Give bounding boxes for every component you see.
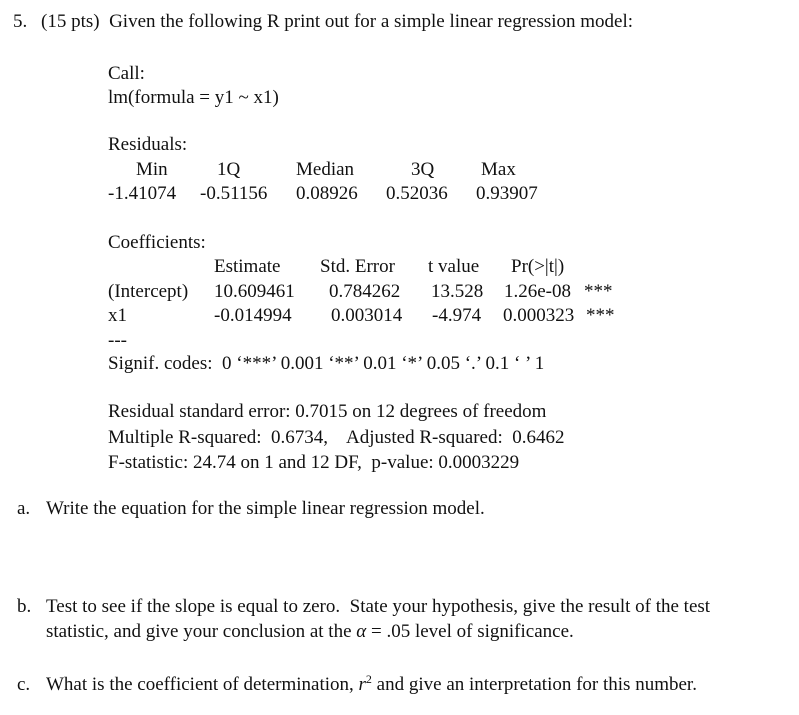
signif-codes: Signif. codes: 0 ‘***’ 0.001 ‘**’ 0.01 ‘*’ 0.05 ‘.’ 0.1 ‘ ’ 1 xyxy=(108,353,545,374)
part-a-text: Write the equation for the simple linear regression model. xyxy=(46,498,485,519)
part-c-post: and give an interpretation for this number. xyxy=(371,674,697,695)
coef-header-t-value: t value xyxy=(428,256,480,277)
question-number: 5. xyxy=(13,11,28,32)
part-b-line2-post: = .05 level of significance. xyxy=(366,621,574,642)
residual-value-median: 0.08926 xyxy=(296,183,358,204)
part-b-label: b. xyxy=(17,596,32,617)
residual-value-3q: 0.52036 xyxy=(386,183,448,204)
coef-header-std-error: Std. Error xyxy=(320,256,395,277)
r-superscript: 2 xyxy=(365,672,372,686)
coef-row-std-error: 0.784262 xyxy=(329,281,401,302)
residual-header-3q: 3Q xyxy=(411,159,435,180)
residuals-label: Residuals: xyxy=(108,134,188,155)
part-c-pre: What is the coefficient of determination, xyxy=(46,674,359,695)
separator-line: --- xyxy=(108,330,127,351)
coef-row-std-error: 0.003014 xyxy=(331,305,403,326)
coef-header-p-value: Pr(>|t|) xyxy=(511,256,565,277)
r-squared-line: Multiple R-squared: 0.6734, Adjusted R-squared: 0.6462 xyxy=(108,427,565,448)
coef-header-estimate: Estimate xyxy=(214,256,281,277)
coef-row-estimate: -0.014994 xyxy=(214,305,292,326)
coef-row-t-value: -4.974 xyxy=(432,305,482,326)
part-b-line2 xyxy=(46,622,574,641)
coef-row-p-value: 1.26e-08 xyxy=(504,281,572,302)
residual-value-min: -1.41074 xyxy=(108,183,177,204)
coef-row-stars: *** xyxy=(584,281,613,302)
residual-standard-error: Residual standard error: 0.7015 on 12 degrees of freedom xyxy=(108,401,547,422)
residual-value-1q: -0.51156 xyxy=(200,183,268,204)
residual-header-min: Min xyxy=(136,159,168,180)
residual-value-max: 0.93907 xyxy=(476,183,538,204)
coef-row-name: (Intercept) xyxy=(108,281,189,302)
residual-header-max: Max xyxy=(481,159,516,180)
call-label: Call: xyxy=(108,63,145,84)
question-text: (15 pts) Given the following R print out for a simple linear regression model: xyxy=(41,11,634,32)
coef-row-p-value: 0.000323 xyxy=(503,305,575,326)
residual-header-median: Median xyxy=(296,159,355,180)
part-b-line1: Test to see if the slope is equal to zero. State your hypothesis, give the result of the test xyxy=(46,596,711,617)
coef-row-name: x1 xyxy=(108,305,127,326)
part-b-line2-pre: statistic, and give your conclusion at the xyxy=(46,621,357,642)
coef-row-stars: *** xyxy=(586,305,615,326)
call-formula: lm(formula = y1 ~ x1) xyxy=(108,87,279,108)
part-a-label: a. xyxy=(17,498,31,519)
coefficients-label: Coefficients: xyxy=(108,232,206,253)
alpha-symbol: α xyxy=(356,621,367,642)
part-c-label: c. xyxy=(17,674,31,695)
coef-row-t-value: 13.528 xyxy=(431,281,484,302)
part-c-text xyxy=(46,672,697,695)
residual-header-1q: 1Q xyxy=(217,159,241,180)
coef-row-estimate: 10.609461 xyxy=(214,281,295,302)
f-statistic-line: F-statistic: 24.74 on 1 and 12 DF, p-value: 0.0003229 xyxy=(108,452,520,473)
r-symbol: r xyxy=(358,674,366,695)
